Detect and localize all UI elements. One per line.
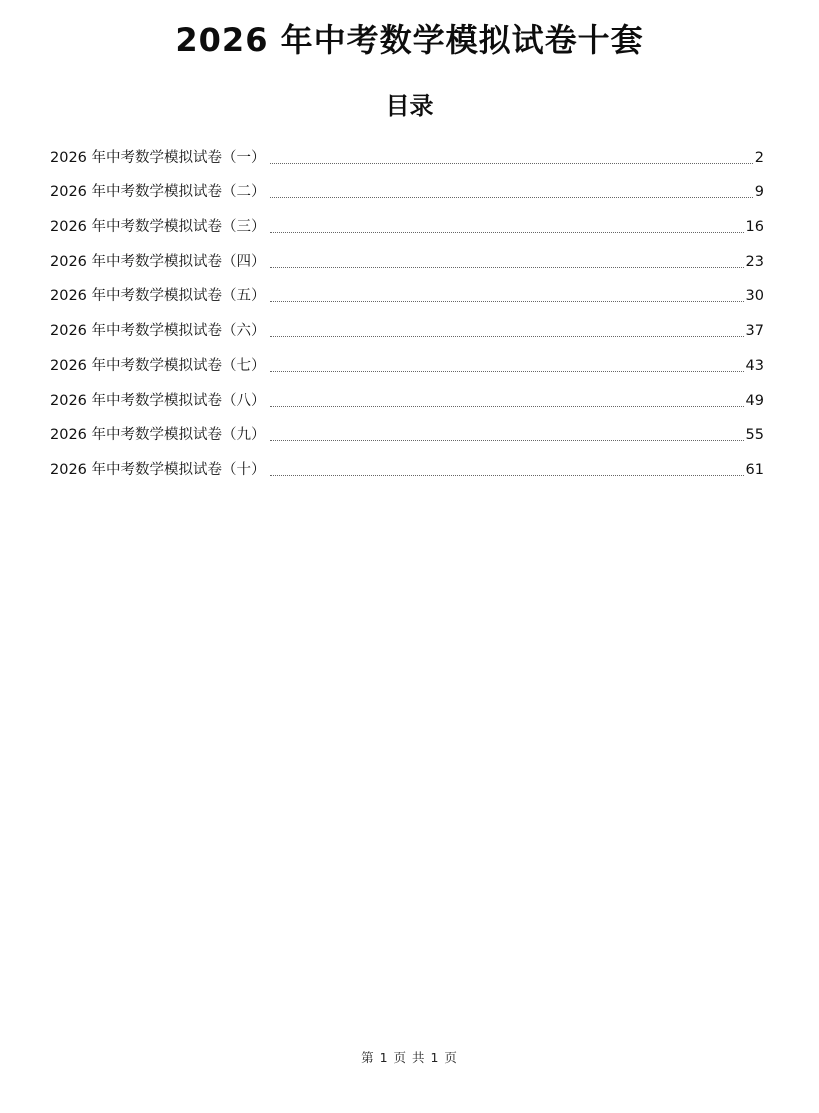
toc-entry-page-number: 23 [745, 253, 764, 270]
toc-heading: 目录 [385, 92, 434, 120]
toc-entry-label: 2026 年中考数学模拟试卷（七） [50, 357, 266, 374]
toc-entry-label: 2026 年中考数学模拟试卷（四） [50, 253, 266, 270]
toc-entry-label: 2026 年中考数学模拟试卷（九） [50, 427, 266, 444]
toc-entry-page-number: 16 [745, 219, 764, 236]
toc-entry[interactable] [50, 203, 764, 238]
toc-entry-label: 2026 年中考数学模拟试卷（十） [50, 461, 266, 478]
toc-entry[interactable] [50, 377, 764, 412]
toc-entry[interactable] [50, 446, 764, 481]
toc-entry[interactable] [50, 273, 764, 308]
toc-dot-leader [270, 196, 753, 198]
toc-entry[interactable] [50, 238, 764, 273]
toc-entry-page-number: 9 [754, 184, 764, 201]
toc-dot-leader [270, 439, 744, 441]
toc-entry[interactable] [50, 412, 764, 447]
toc-entry-label: 2026 年中考数学模拟试卷（一） [50, 149, 266, 166]
toc-entry-page-number: 37 [745, 323, 764, 340]
toc-entry-page-number: 43 [745, 357, 764, 374]
toc-entry-label: 2026 年中考数学模拟试卷（三） [50, 219, 266, 236]
document-title: 2026 年中考数学模拟试卷十套 [175, 21, 644, 59]
toc-dot-leader [270, 300, 744, 302]
toc-entry[interactable] [50, 134, 764, 169]
table-of-contents [50, 134, 764, 481]
toc-entry-label: 2026 年中考数学模拟试卷（八） [50, 392, 266, 409]
toc-entry-page-number: 49 [745, 392, 764, 409]
toc-entry-label: 2026 年中考数学模拟试卷（五） [50, 288, 266, 305]
toc-dot-leader [270, 335, 744, 337]
toc-entry[interactable] [50, 307, 764, 342]
toc-entry[interactable] [50, 169, 764, 204]
toc-entry-page-number: 2 [754, 149, 764, 166]
toc-dot-leader [270, 474, 744, 476]
toc-entry-label: 2026 年中考数学模拟试卷（六） [50, 323, 266, 340]
toc-entry[interactable] [50, 342, 764, 377]
page-footer [0, 1048, 819, 1068]
footer-page-count: 第 1 页 共 1 页 [361, 1050, 458, 1065]
toc-dot-leader [270, 405, 744, 407]
toc-entry-label: 2026 年中考数学模拟试卷（二） [50, 184, 266, 201]
toc-dot-leader [270, 370, 744, 372]
toc-entry-page-number: 30 [745, 288, 764, 305]
toc-entry-page-number: 55 [745, 427, 764, 444]
toc-dot-leader [270, 266, 744, 268]
toc-dot-leader [270, 231, 744, 233]
toc-entry-page-number: 61 [745, 461, 764, 478]
toc-dot-leader [270, 162, 753, 164]
